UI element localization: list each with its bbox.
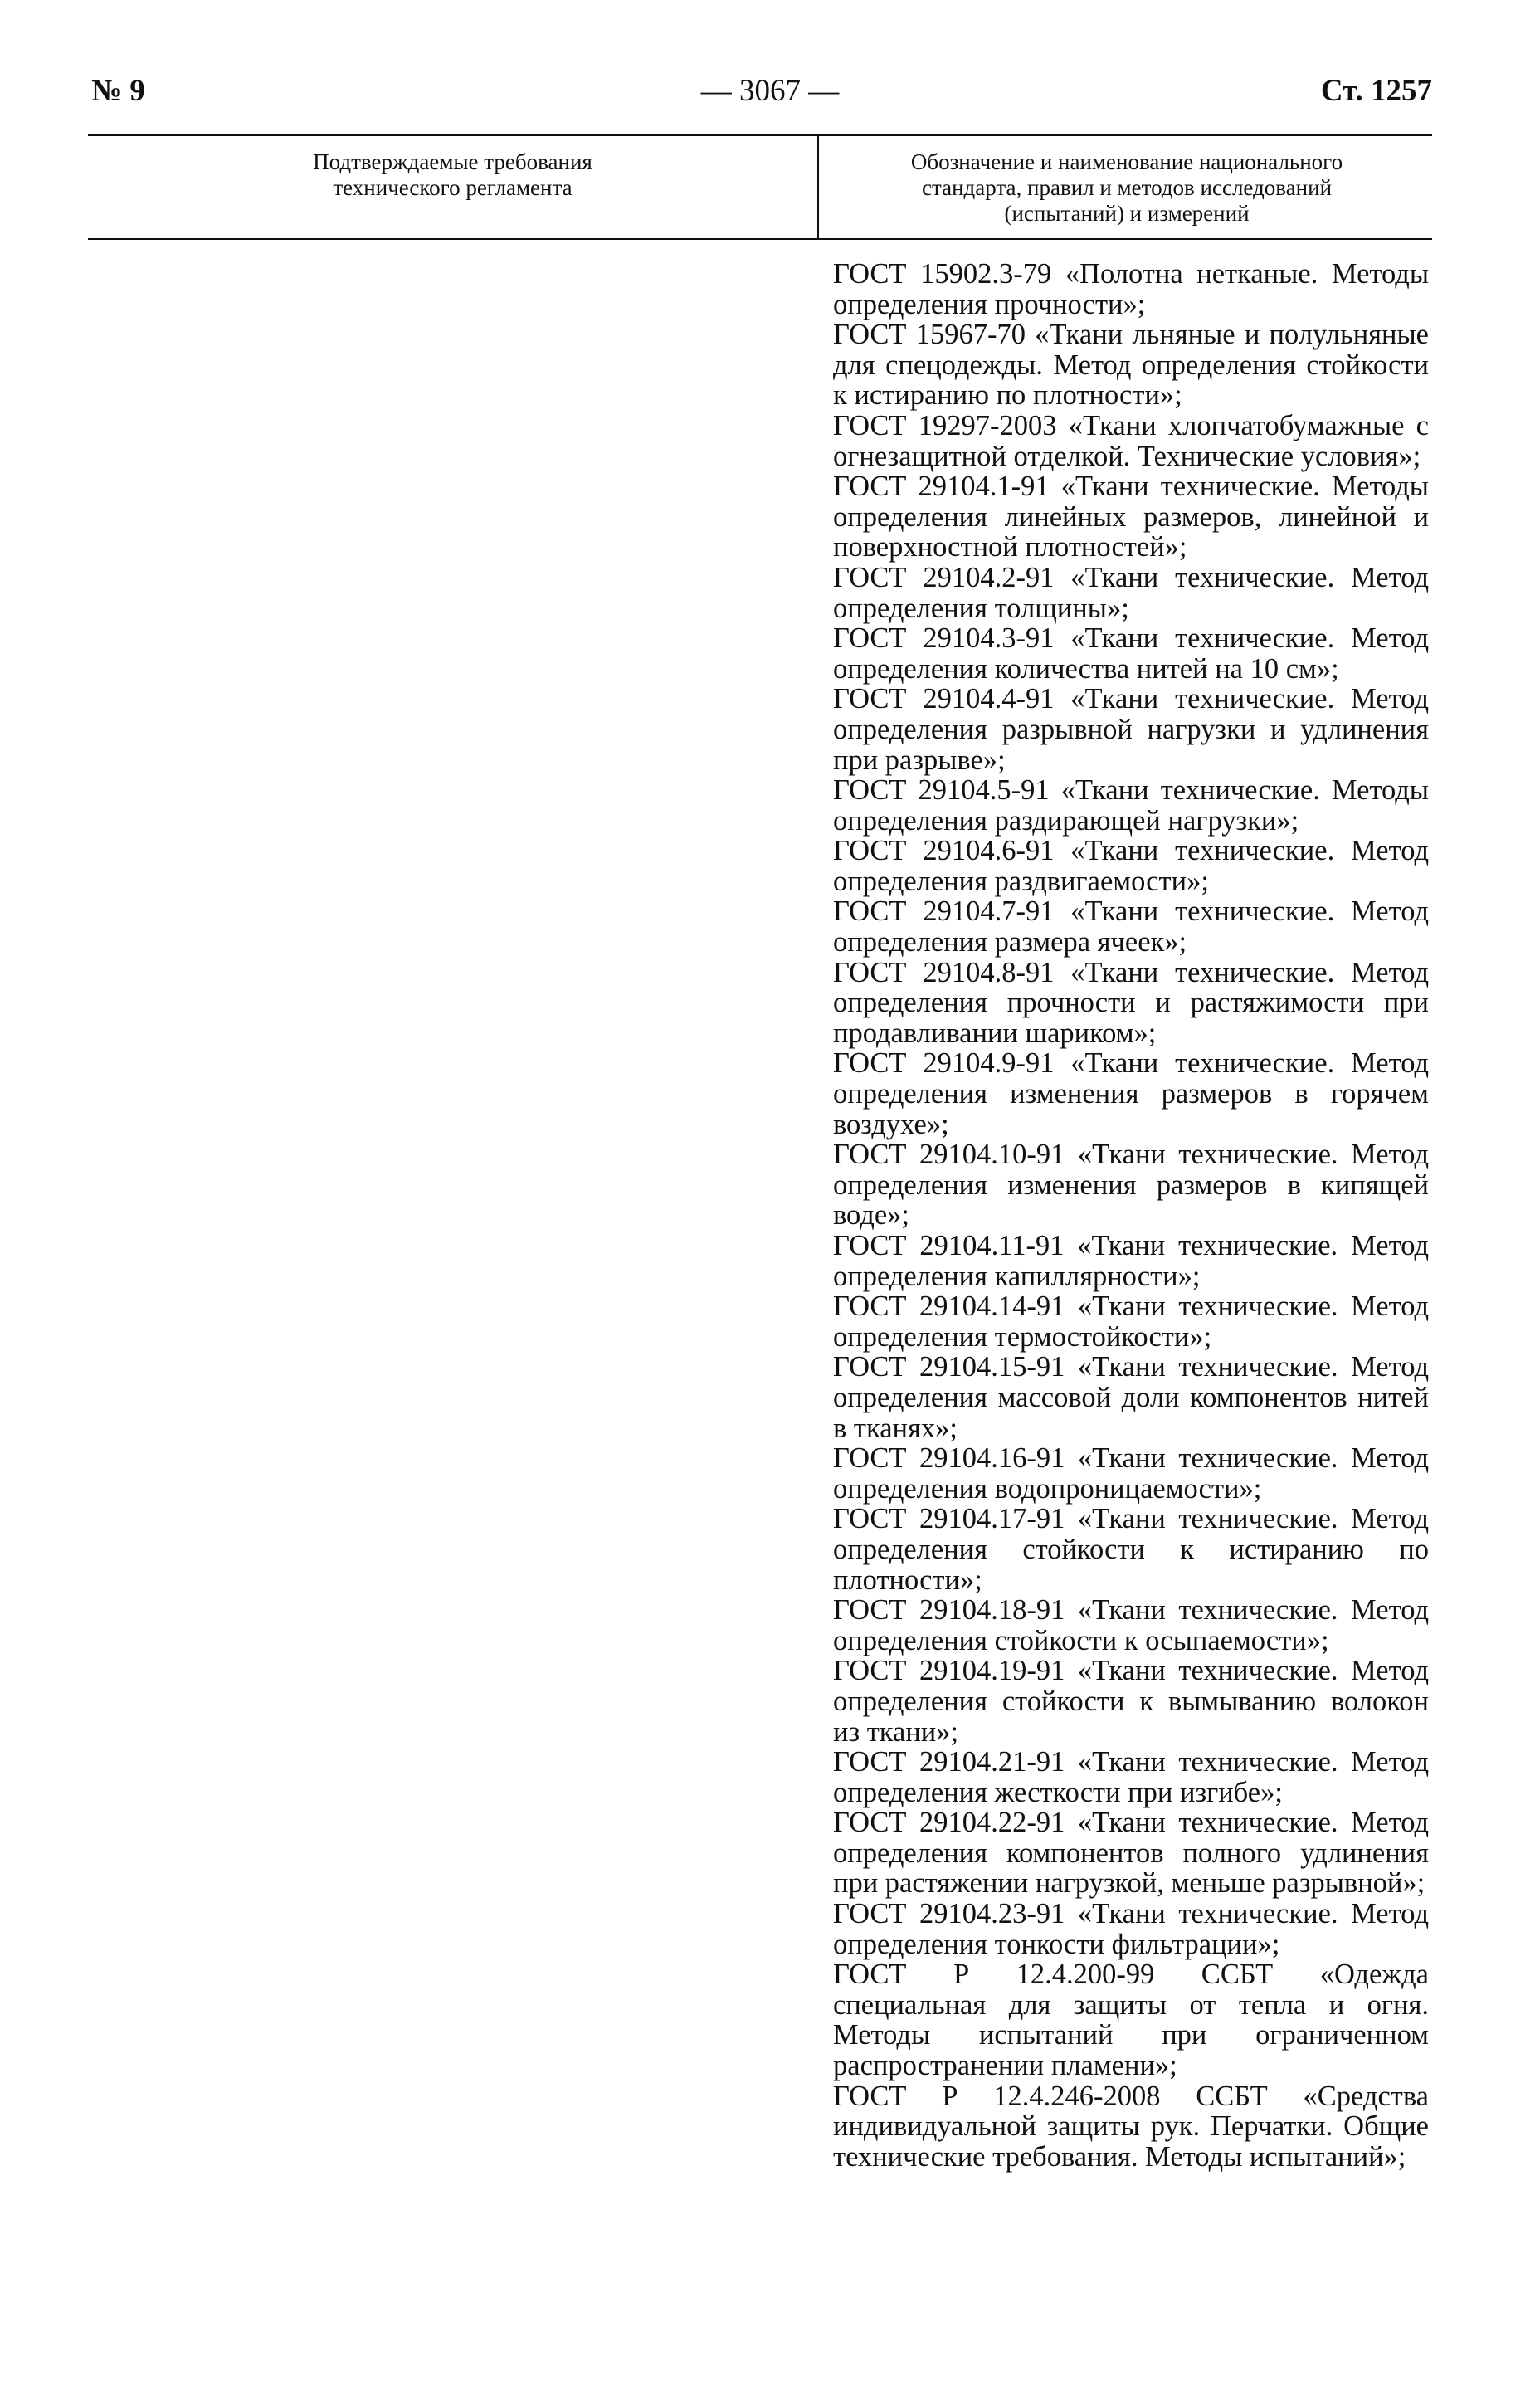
list-item: ГОСТ 29104.21-91 «Ткани технические. Метод определения жесткости при изгибе»; xyxy=(833,1746,1429,1808)
list-item: ГОСТ 29104.2-91 «Ткани технические. Метод определения толщины»; xyxy=(833,561,1429,624)
list-item: ГОСТ 29104.8-91 «Ткани технические. Метод определения прочности и растяжимости при продавливании шариком»; xyxy=(833,956,1429,1049)
list-item: ГОСТ 29104.18-91 «Ткани технические. Метод определения стойкости к осыпаемости»; xyxy=(833,1594,1429,1656)
list-item: ГОСТ 29104.3-91 «Ткани технические. Метод определения количества нитей на 10 см»; xyxy=(833,622,1429,685)
column-header-line: Подтверждаемые требования xyxy=(313,149,592,174)
standards-list xyxy=(833,259,1429,2172)
issue-number: № 9 xyxy=(91,74,145,108)
list-item: ГОСТ 29104.15-91 «Ткани технические. Метод определения массовой доли компонентов нитей в тканях»; xyxy=(833,1351,1429,1444)
list-item: ГОСТ 29104.10-91 «Ткани технические. Метод определения изменения размеров в кипящей воде»; xyxy=(833,1139,1429,1232)
list-item: ГОСТ 29104.5-91 «Ткани технические. Методы определения раздирающей нагрузки»; xyxy=(833,774,1429,837)
list-item: ГОСТ 19297-2003 «Ткани хлопчатобумажные с огнезащитной отделкой. Технические условия»; xyxy=(833,409,1429,472)
list-item: ГОСТ 29104.16-91 «Ткани технические. Метод определения водопроницаемости»; xyxy=(833,1442,1429,1505)
list-item: ГОСТ 29104.17-91 «Ткани технические. Метод определения стойкости к истиранию по плотности»; xyxy=(833,1503,1429,1596)
list-item: ГОСТ 29104.19-91 «Ткани технические. Метод определения стойкости к вымыванию волокон из ткани»; xyxy=(833,1655,1429,1748)
column-header-line: Обозначение и наименование национального xyxy=(910,149,1343,174)
list-item: ГОСТ 29104.23-91 «Ткани технические. Метод определения тонкости фильтрации»; xyxy=(833,1898,1429,1960)
list-item: ГОСТ Р 12.4.246-2008 ССБТ «Средства индивидуальной защиты рук. Перчатки. Общие технические требования. Методы испытаний»; xyxy=(833,2080,1429,2173)
page-number: — 3067 — xyxy=(700,74,840,108)
list-item: ГОСТ 29104.9-91 «Ткани технические. Метод определения изменения размеров в горячем воздухе»; xyxy=(833,1047,1429,1140)
list-item: ГОСТ 29104.7-91 «Ткани технические. Метод определения размера ячеек»; xyxy=(833,895,1429,959)
column-header-requirements xyxy=(88,149,817,201)
table-top-rule xyxy=(88,134,1432,136)
list-item: ГОСТ 29104.14-91 «Ткани технические. Метод определения термостойкости»; xyxy=(833,1290,1429,1353)
list-item: ГОСТ 29104.1-91 «Ткани технические. Методы определения линейных размеров, линейной и поверхностной плотностей»; xyxy=(833,471,1429,563)
list-item: ГОСТ 15967-70 «Ткани льняные и полульняные для спецодежды. Метод определения стойкости к истиранию по плотности»; xyxy=(833,319,1429,412)
table-header-rule xyxy=(88,238,1432,240)
column-header-standards xyxy=(821,149,1432,227)
list-item: ГОСТ 29104.22-91 «Ткани технические. Метод определения компонентов полного удлинения при растяжении нагрузкой, меньше разрывной»; xyxy=(833,1807,1429,1900)
list-item: ГОСТ 29104.6-91 «Ткани технические. Метод определения раздвигаемости»; xyxy=(833,835,1429,897)
list-item: ГОСТ 29104.4-91 «Ткани технические. Метод определения разрывной нагрузки и удлинения при разрыве»; xyxy=(833,683,1429,776)
column-header-line: стандарта, правил и методов исследований xyxy=(921,175,1333,200)
list-item: ГОСТ 15902.3-79 «Полотна нетканые. Методы определения прочности»; xyxy=(833,258,1429,320)
article-number: Ст. 1257 xyxy=(1320,74,1432,108)
list-item: ГОСТ 29104.11-91 «Ткани технические. Метод определения капиллярности»; xyxy=(833,1230,1429,1292)
column-divider xyxy=(817,134,819,240)
list-item: ГОСТ Р 12.4.200-99 ССБТ «Одежда специальная для защиты от тепла и огня. Методы испытаний при ограниченном распространении пламени»; xyxy=(833,1959,1429,2082)
column-header-line: технического регламента xyxy=(333,175,573,200)
column-header-line: (испытаний) и измерений xyxy=(1004,201,1250,226)
